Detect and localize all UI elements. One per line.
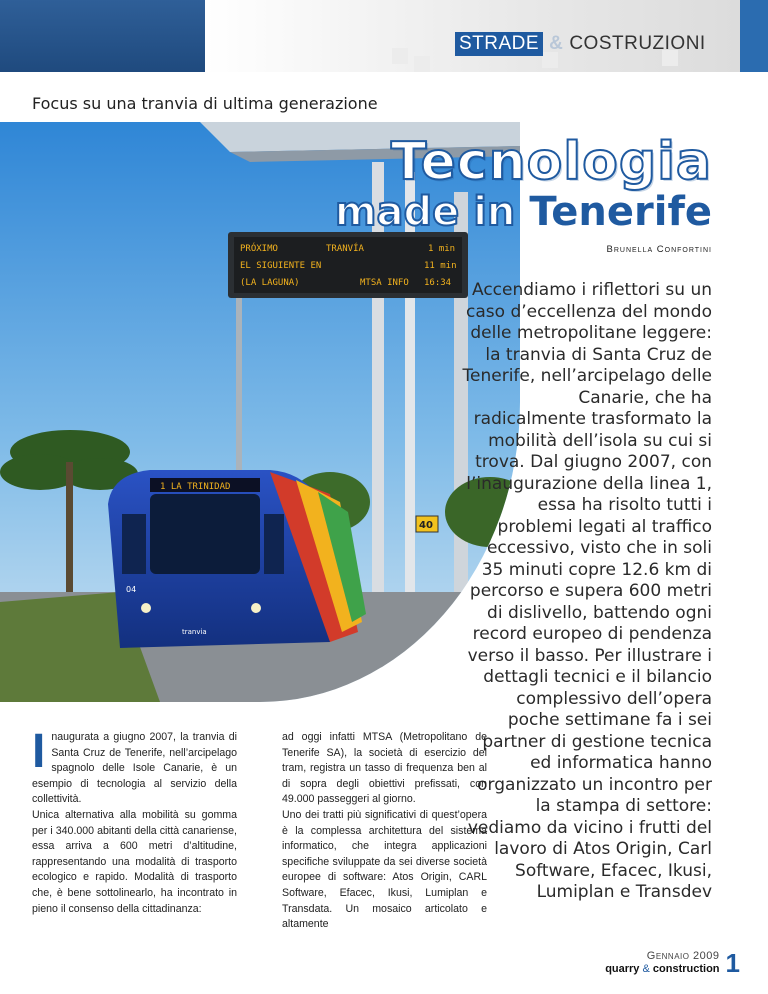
tram (108, 470, 366, 648)
header-accent-block (740, 0, 768, 72)
section-amp: & (549, 33, 564, 54)
display-row3-c: 16:34 (424, 278, 452, 288)
author-byline: Brunella Confortini (606, 244, 712, 255)
header-band (0, 0, 768, 72)
body-column-2 (282, 730, 487, 933)
title-made-in: made in (334, 189, 516, 235)
display-row1-b: TRANVÍA (326, 244, 364, 254)
display-row2-a: EL SIGUIENTE EN (240, 261, 322, 271)
speed-sign: 40 (419, 520, 433, 531)
display-row1-c: 1 min (428, 244, 456, 254)
section-label (455, 32, 706, 56)
article-title (334, 132, 712, 235)
section-strade: STRADE (455, 32, 543, 56)
display-row1-a: PRÓXIMO (240, 244, 278, 254)
display-row2-c: 11 min (424, 261, 457, 271)
magazine-amp: & (642, 963, 650, 975)
display-row3-a: (LA LAGUNA) (240, 278, 300, 288)
body-col1-paragraph1: naugurata a giugno 2007, la tranvia di Santa Cruz de Tenerife, nell’arcipelago spagnolo delle Isole Canarie, è un esempio di tecnologia al servizio della collettività. (32, 731, 237, 806)
tram-brand: tranvia (182, 628, 207, 636)
tram-destination: 1 LA TRINIDAD (160, 482, 231, 492)
kicker: Focus su una tranvia di ultima generazione (32, 94, 378, 113)
section-costruzioni: COSTRUZIONI (569, 33, 706, 54)
body-col1-paragraph2: Unica alternativa alla mobilità su gomma per i 340.000 abitanti della città canariense, essa arriva a 600 metri d’altitudine, rappresentando una modalità di trasporto ecologico e rapido. Modalità di trasporto che, è bene sottolinearlo, ha incontrato in pieno il consenso della cittadinanza: (32, 808, 237, 915)
header-blue-block (0, 0, 205, 72)
footer-date: Gennaio 2009 (646, 950, 720, 962)
footer-text (605, 950, 719, 976)
display-row3-b: MTSA INFO (360, 278, 409, 288)
title-line1: Tecnologia (390, 132, 712, 192)
title-line2 (334, 189, 712, 235)
drop-cap: I (32, 725, 46, 778)
magazine-quarry: quarry (605, 963, 640, 975)
page-footer (605, 950, 740, 976)
tram-number: 04 (126, 585, 137, 594)
page-number: 1 (725, 948, 740, 978)
body-column-1 (32, 725, 237, 917)
pull-quote: Accendiamo i riflettori su un caso d’eccellenza del mondo delle metropolitane leggere: la tranvia di Santa Cruz de Tenerife, nell’arcipelago delle Canarie, che ha radicalmente trasformato la mobilità dell’isola su cui si trova. Dal giugno 2007, con l’inaugurazione della linea 1, essa ha risolto tutti i problemi legati al traffico eccessivo, visto che in soli 35 minuti copre 12.6 km di percorso e supera 600 metri di dislivello, battendo ogni record europeo di pendenza verso il basso. Per illustrare i dettagli tecnici e il bilancio complessivo dell’opera poche settimane fa i sei partner di gestione tecnica ed informatica hanno organizzato un incontro per la stampa di settore: vediamo da vicino i frutti del lavoro di Atos Origin, Carl Software, Efacec, Ikusi, Lumiplan e Transdev (462, 280, 712, 902)
magazine-construction: construction (652, 963, 720, 975)
body-col2-paragraph1: ad oggi infatti MTSA (Metropolitano de Tenerife SA), la società di esercizio del tram, registra un tasso di frequenza ben al di sopra degli obiettivi prefissati, con 49.000 passeggeri al giorno. (282, 731, 487, 806)
magazine-name (605, 963, 719, 976)
title-tenerife: Tenerife (529, 189, 712, 235)
body-col2-paragraph2: Uno dei tratti più significativi di quest’opera è la complessa architettura del sistema informatico, che integra applicazioni specifiche sviluppate da sei diverse società europee di software: Atos Origin, CARL Software, Efacec, Ikusi, Lumiplan e Transdata. Un mosaico articolato e altamente (282, 808, 487, 931)
